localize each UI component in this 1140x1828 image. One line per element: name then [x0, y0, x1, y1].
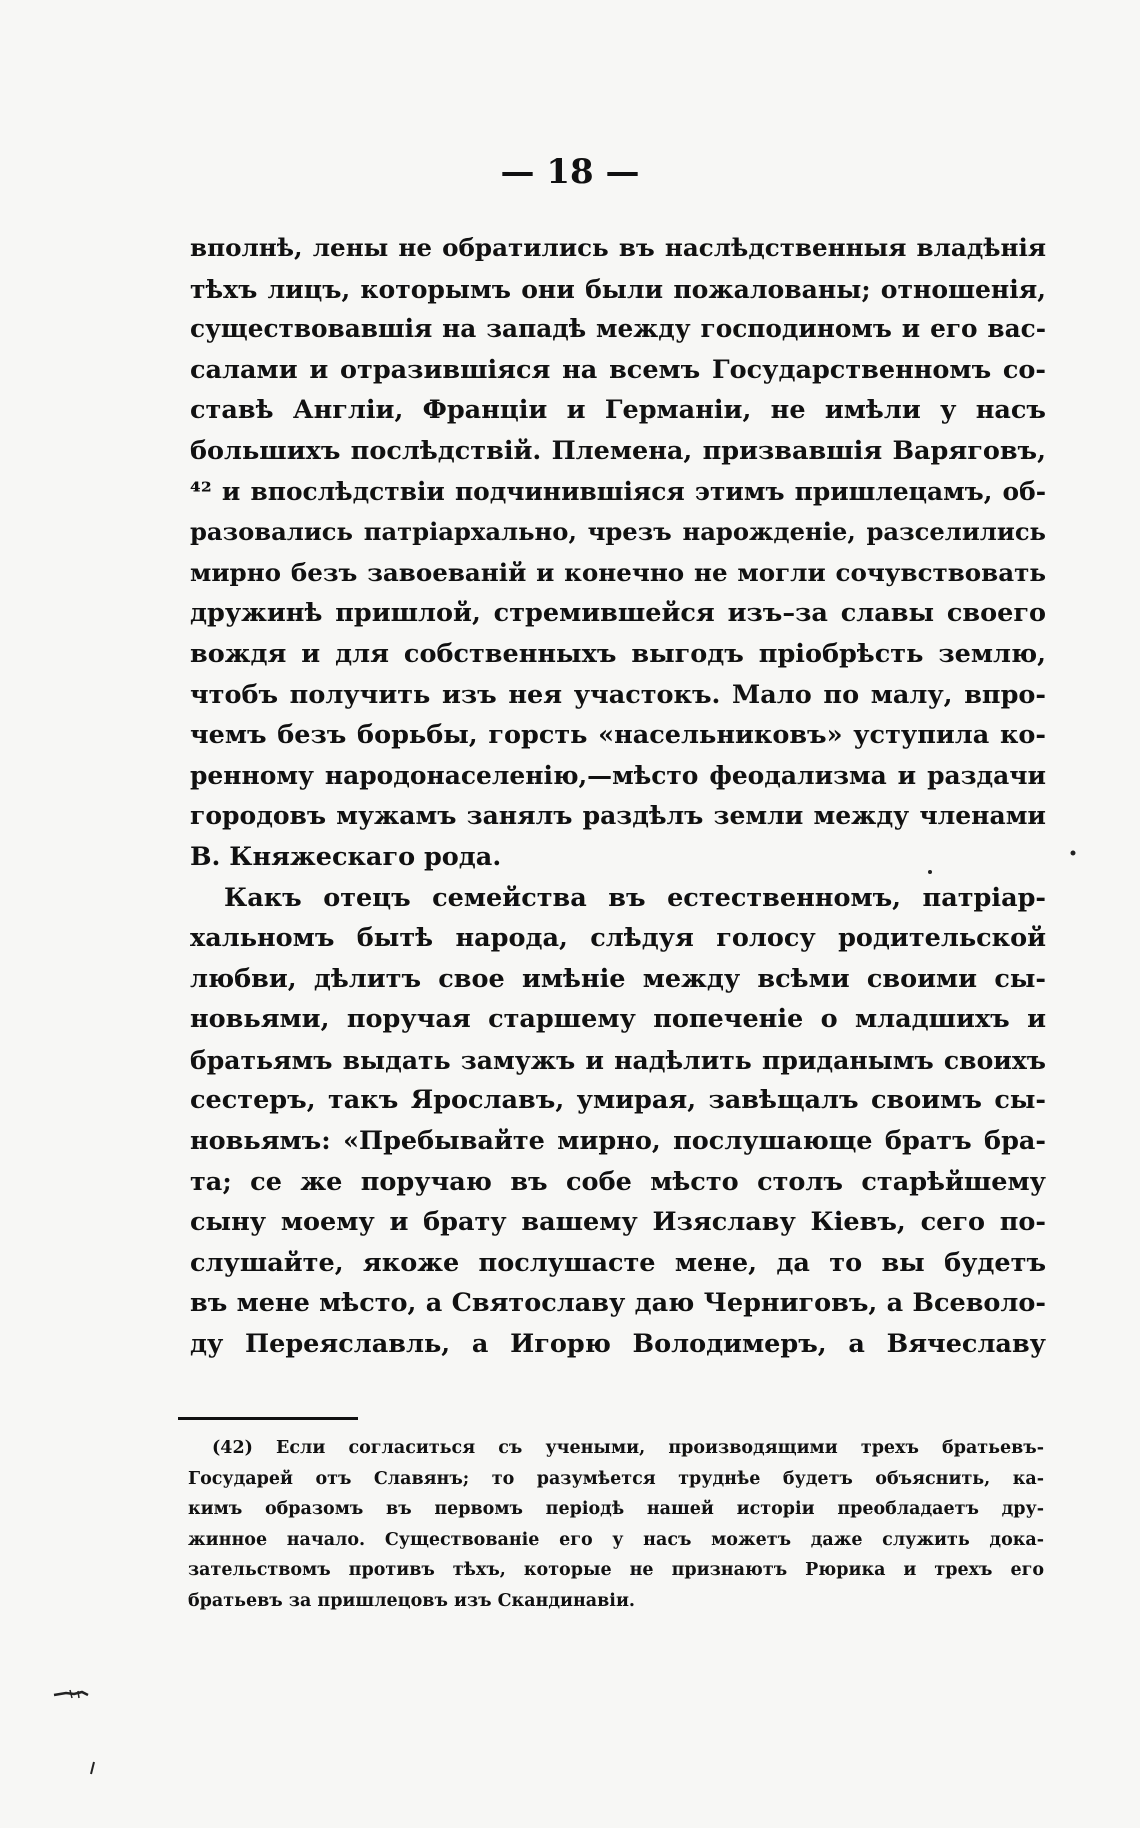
- text-line: та; се же поручаю въ собе мѣсто столъ старѣйшему: [190, 1166, 1046, 1197]
- margin-ink-mark: [88, 1760, 98, 1776]
- margin-dot-mark: [926, 868, 934, 876]
- text-line: чемъ безъ борьбы, горсть «насельниковъ» уступила ко-: [190, 720, 1046, 751]
- text-line: ренному народонаселенію,—мѣсто феодализма и раздачи: [190, 760, 1046, 790]
- text-line: чтобъ получить изъ нея участокъ. Мало по малу, впро-: [190, 679, 1046, 710]
- text-line: вождя и для собственныхъ выгодъ пріобрѣсть землю,: [190, 638, 1046, 669]
- text-line: городовъ мужамъ занялъ раздѣлъ земли между членами: [190, 801, 1046, 831]
- footnote-line: братьевъ за пришлецовъ изъ Скандинавіи.: [188, 1590, 636, 1611]
- text-line: вполнѣ, лены не обратились въ наслѣдственныя владѣнія: [190, 233, 1046, 262]
- footnote-line: зательствомъ противъ тѣхъ, которые не признаютъ Рюрика и трехъ его: [188, 1560, 1044, 1581]
- text-line: ⁴² и впослѣдствіи подчинившіяся этимъ пришлецамъ, об-: [190, 476, 1046, 506]
- margin-dot-mark: [1068, 848, 1078, 858]
- text-line: мирно безъ завоеваній и конечно не могли сочувствовать: [190, 557, 1046, 587]
- text-line: слушайте, якоже послушасте мене, да то вы будетъ: [190, 1247, 1046, 1278]
- text-line: Какъ отецъ семейства въ естественномъ, патріар-: [224, 882, 1046, 913]
- text-line: новьямъ: «Пребывайте мирно, послушающе братъ бра-: [190, 1126, 1046, 1157]
- text-line: хальномъ бытѣ народа, слѣдуя голосу родительской: [190, 923, 1046, 954]
- text-line: салами и отразившіяся на всемъ Государственномъ со-: [190, 354, 1046, 385]
- text-line: существовавшія на западѣ между господиномъ и его вас-: [190, 314, 1046, 344]
- text-line: разовались патріархально, чрезъ нарожденіе, разселились: [190, 517, 1046, 547]
- text-line: В. Княжескаго рода.: [190, 841, 502, 872]
- text-line: новьями, поручая старшему попеченіе о младшихъ и: [190, 1004, 1046, 1035]
- footnote-line: (42) Если согласиться съ учеными, производящими трехъ братьевъ-: [212, 1438, 1044, 1458]
- footnote-line: жинное начало. Существованіе его у насъ можетъ даже служить дока-: [188, 1529, 1044, 1550]
- text-line: любви, дѣлитъ свое имѣніе между всѣми своими сы-: [190, 963, 1046, 994]
- text-line: ду Переяславль, а Игорю Володимеръ, а Вячеславу: [190, 1329, 1046, 1360]
- text-line: братьямъ выдать замужъ и надѣлить приданымъ своихъ: [190, 1044, 1046, 1075]
- footnote-line: Государей отъ Славянъ; то разумѣется труднѣе будетъ объяснить, ка-: [188, 1468, 1044, 1489]
- text-line: сестеръ, такъ Ярославъ, умирая, завѣщалъ своимъ сы-: [190, 1085, 1046, 1116]
- text-line: тѣхъ лицъ, которымъ они были пожалованы; отношенія,: [190, 273, 1046, 304]
- text-line: большихъ послѣдствій. Племена, призвавшія Варяговъ,: [190, 435, 1046, 466]
- text-line: дружинѣ пришлой, стремившейся изъ–за славы своего: [190, 598, 1046, 629]
- text-line: сыну моему и брату вашему Изяславу Кіевъ, сего по-: [190, 1207, 1046, 1238]
- footnote-line: кимъ образомъ въ первомъ періодѣ нашей исторіи преобладаетъ дру-: [188, 1499, 1044, 1520]
- margin-ink-mark: [52, 1686, 92, 1702]
- page-number: — 18 —: [500, 152, 640, 192]
- text-line: въ мене мѣсто, а Святославу даю Черниговъ, а Всеволо-: [190, 1288, 1046, 1319]
- footnote-rule: [178, 1417, 358, 1420]
- footnote: [188, 1433, 1044, 1617]
- main-text: [190, 228, 1046, 1365]
- text-line: ставѣ Англіи, Франціи и Германіи, не имѣли у насъ: [190, 395, 1046, 426]
